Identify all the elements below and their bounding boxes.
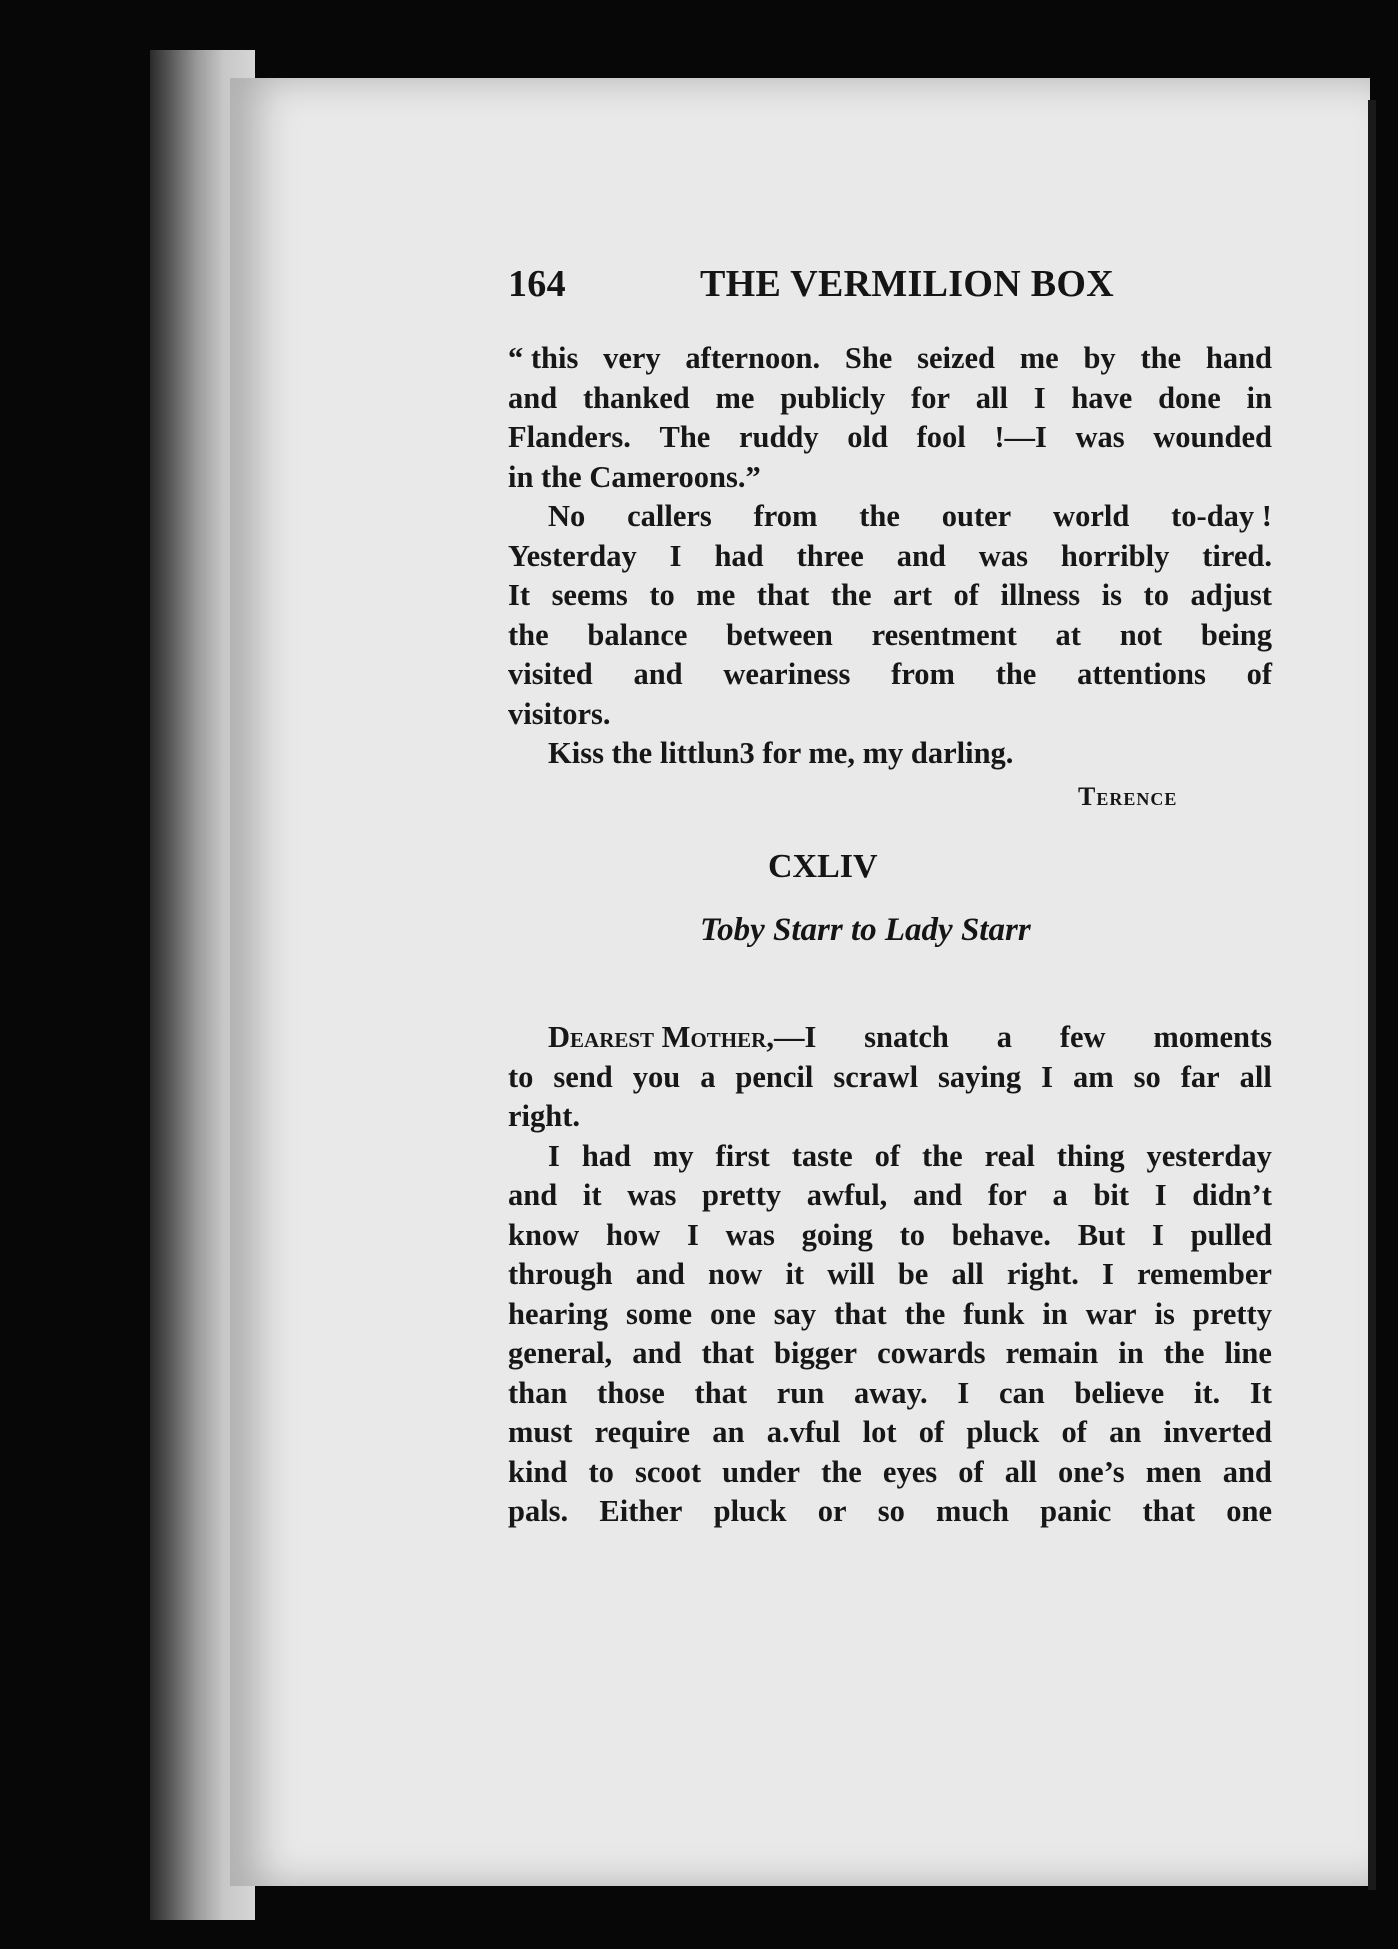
text-line: must require an a.vful lot of pluck of an inverted (508, 1415, 1272, 1449)
text-line: visited and weariness from the attentions of (508, 657, 1272, 691)
letter-body-text (508, 1018, 1272, 1532)
text-line: It seems to me that the art of illness is to adjust (508, 578, 1272, 612)
text-line: hearing some one say that the funk in war is pretty (508, 1296, 1272, 1331)
text-line: general, and that bigger cowards remain in the line (508, 1336, 1272, 1370)
text-line: kind to scoot under the eyes of all one’s men and (508, 1454, 1272, 1489)
text-line: pals. Either pluck or so much panic that one (508, 1494, 1272, 1528)
text-line: and thanked me publicly for all I have done in (508, 380, 1272, 415)
text-line: than those that run away. I can believe it. It (508, 1375, 1272, 1410)
text-line: right. (508, 1099, 581, 1133)
text-line: to send you a pencil scrawl saying I am so far all (508, 1059, 1272, 1094)
text-line: visitors. (508, 696, 611, 731)
text-line: Dearest Mother,—I snatch a few moments (508, 1018, 1272, 1058)
running-title: THE VERMILION BOX (700, 263, 1115, 305)
section-number: CXLIV (768, 848, 878, 885)
text-line: know how I was going to behave. But I pulled (508, 1217, 1272, 1252)
text-line: Kiss the littlun3 for me, my darling. (548, 736, 1014, 770)
letter-ending-text (508, 339, 1272, 774)
page-number: 164 (508, 263, 566, 305)
salutation: Dearest Mother, (548, 1020, 774, 1054)
signature: Terence (1078, 782, 1178, 811)
text-line: Flanders. The ruddy old fool !—I was wounded (508, 420, 1272, 454)
text-line: “ this very afternoon. She seized me by the hand (508, 341, 1272, 375)
text-line: I had my first taste of the real thing yesterday (548, 1138, 1272, 1173)
text-line: through and now it will be all right. I remember (508, 1257, 1272, 1291)
page-right-edge (1368, 100, 1376, 1890)
text-line: No callers from the outer world to-day ! (548, 499, 1272, 533)
text-line: in the Cameroons.” (508, 459, 761, 494)
letter-subtitle: Toby Starr to Lady Starr (700, 912, 1031, 948)
text-line: Yesterday I had three and was horribly tired. (508, 538, 1272, 573)
text-line: the balance between resentment at not being (508, 617, 1272, 652)
text-line: and it was pretty awful, and for a bit I didn’t (508, 1178, 1272, 1212)
